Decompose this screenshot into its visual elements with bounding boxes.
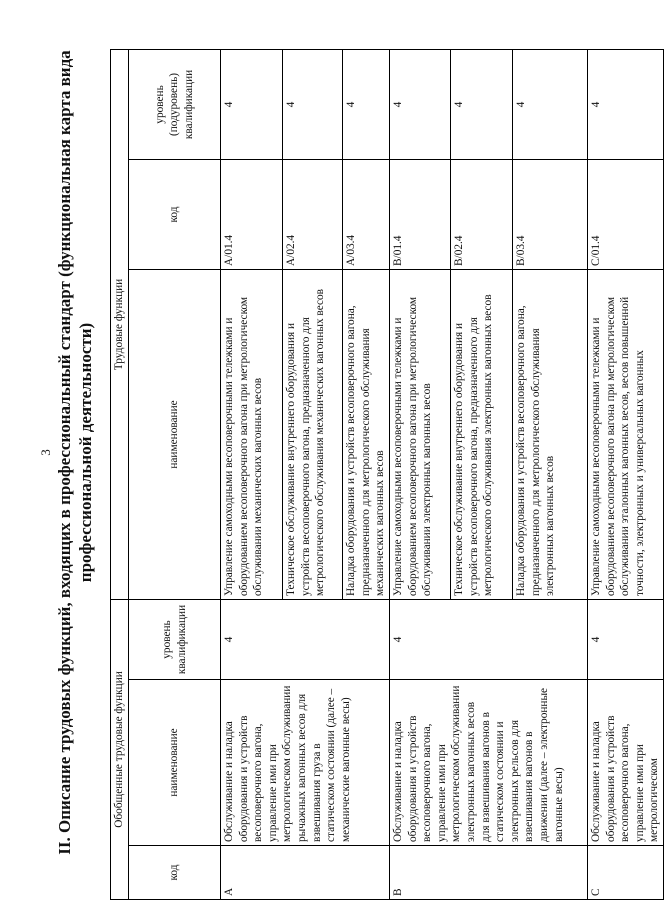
- function-level: 4: [283, 49, 343, 159]
- table-row: [221, 49, 283, 899]
- function-name: Управление самоходными весоповерочными тележками и оборудованием весоповерочного вагона при метрологическом обслуживании механических вагонных весов: [221, 269, 283, 599]
- group-name: Обслуживание и наладка оборудования и устройств весоповерочного вагона, управление ими при метрологическом обслуживании электронных вагонных весов для взвешивания вагонов в статическом состоянии и электронных рельсов для взвешивания вагонов в движении (далее – электронные вагонные весы): [390, 680, 588, 846]
- function-name: Техническое обслуживание внутреннего оборудования и устройств весоповерочного вагона, предназначенного для метрологического обслуживания механических вагонных весов: [283, 269, 343, 599]
- function-name: Техническое обслуживание внутреннего оборудования и устройств весоповерочного вагона, предназначенного для метрологического обслуживания электронных вагонных весов: [451, 269, 513, 599]
- page-number: 3: [38, 449, 53, 456]
- function-code: B/02.4: [451, 159, 513, 269]
- function-name: Управление самоходными весоповерочными тележками и оборудованием весоповерочного вагона при метрологическом обслуживании электронных вагонных весов: [390, 269, 451, 599]
- header-function-name: наименование: [129, 269, 221, 599]
- group-code: C: [588, 846, 664, 900]
- group-level: 4: [390, 599, 588, 679]
- function-name: Наладка оборудования и устройств весоповерочного вагона, предназначенного для метрологического обслуживания механических вагонных весов: [343, 269, 390, 599]
- group-code: A: [221, 846, 390, 900]
- function-level: 4: [451, 49, 513, 159]
- function-level: 4: [513, 49, 588, 159]
- function-code: B/03.4: [513, 159, 588, 269]
- function-code: A/02.4: [283, 159, 343, 269]
- function-level: 4: [588, 49, 664, 159]
- header-function-code: код: [129, 159, 221, 269]
- table-row: [390, 49, 451, 899]
- function-level: 4: [221, 49, 283, 159]
- group-name: Обслуживание и наладка оборудования и устройств весоповерочного вагона, управление ими при метрологическом: [588, 680, 664, 846]
- function-name: Управление самоходными весоповерочными тележками и оборудованием весоповерочного вагона при метрологическом обслуживании эталонных вагонных весов, весов повышенной точности, электронных и универсальных вагонных: [588, 269, 664, 599]
- functional-map-table: [110, 49, 664, 900]
- function-level: 4: [390, 49, 451, 159]
- table-row: [588, 49, 664, 899]
- header-generalized-functions: Обобщенные трудовые функции: [111, 599, 129, 899]
- header-name: наименование: [129, 680, 221, 846]
- group-level: 4: [221, 599, 390, 679]
- header-level: уровень квалификации: [129, 599, 221, 679]
- header-function-level: уровень (подуровень) квалификации: [129, 49, 221, 159]
- function-level: 4: [343, 49, 390, 159]
- function-code: A/03.4: [343, 159, 390, 269]
- function-name: Наладка оборудования и устройств весоповерочного вагона, предназначенного для метрологического обслуживания электронных вагонных весов: [513, 269, 588, 599]
- section-title-continued: профессиональной деятельности): [76, 322, 95, 583]
- header-code: код: [129, 846, 221, 900]
- header-labor-functions: Трудовые функции: [111, 49, 129, 599]
- section-title: II. Описание трудовых функций, входящих в профессиональный стандарт (функциональная карта вида: [55, 50, 74, 855]
- function-code: B/01.4: [390, 159, 451, 269]
- group-name: Обслуживание и наладка оборудования и устройств весоповерочного вагона, управление ими при метрологическом обслуживании рычажных вагонных весов для взвешивания груза в статическом состоянии (далее – механические вагонные весы): [221, 680, 390, 846]
- function-code: C/01.4: [588, 159, 664, 269]
- function-code: A/01.4: [221, 159, 283, 269]
- group-level: 4: [588, 599, 664, 679]
- group-code: B: [390, 846, 588, 900]
